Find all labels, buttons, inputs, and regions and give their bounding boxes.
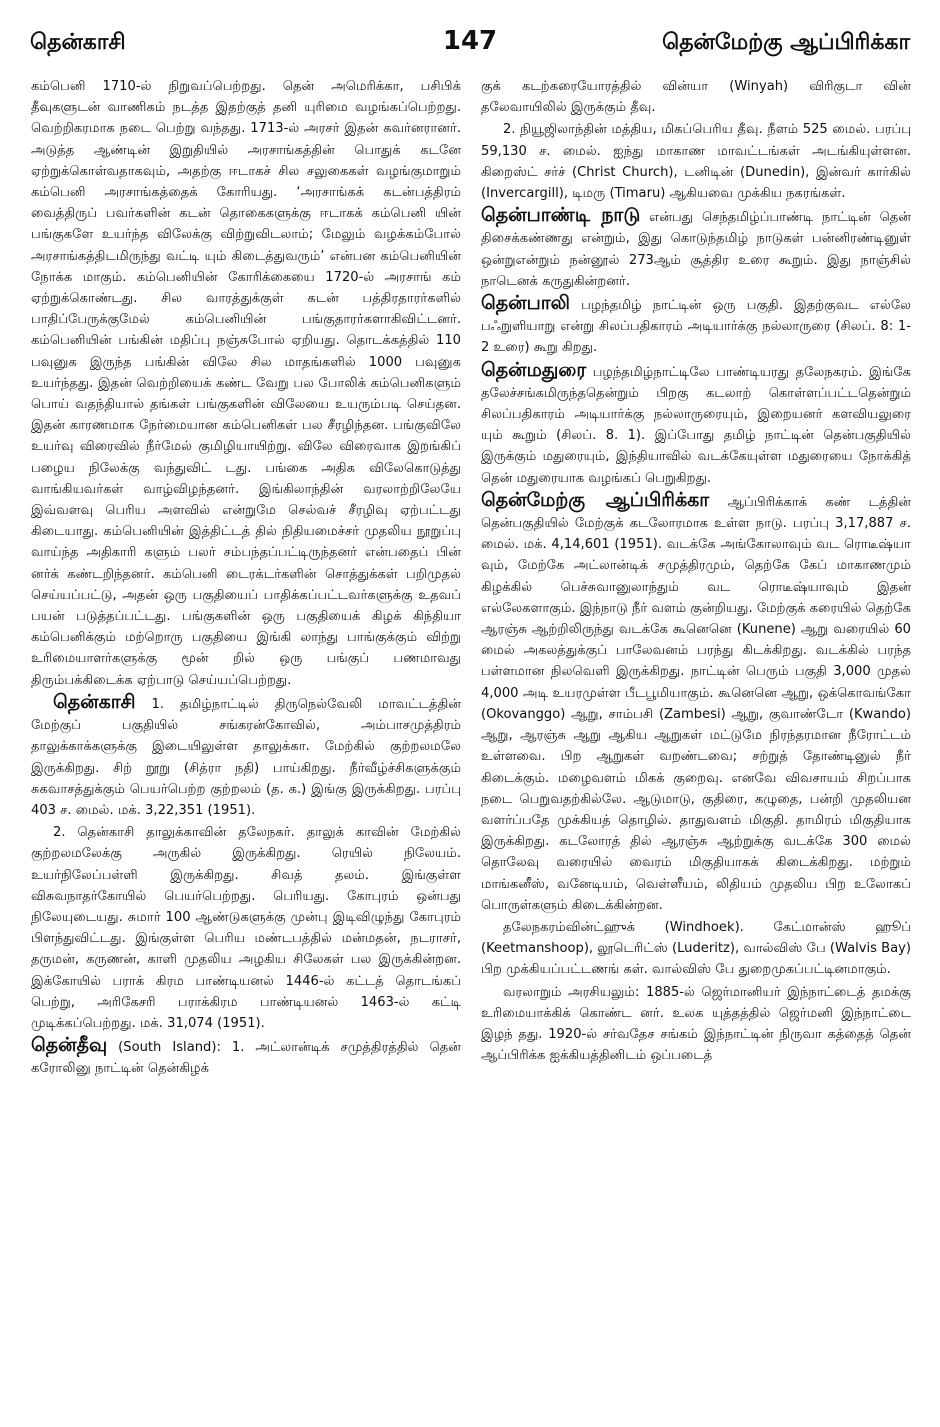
entry-tenkasi-town: 2. தென்காசி தாலுக்காவின் தலேநகர். தாலுக் காவின் மேற்கில் குற்றலமலேக்கு அருகில் இருக்கிறது. ரெயில் நிலேயம். உயர்நிலேப்பள்ளி இருக்கிறது. சிவத் தலம். இங்குள்ள விசுவநாதர்கோயில் பெயர்பெற்றது. பெரியது. கோபுரம் ஒன்பது நிலேயுடையது. சுமார் 100 ஆண்டுகளுக்கு முன்பு இடிவிழுந்து கோபுரம் பிளந்துவிட்டது. இங்குள்ள பெரிய மண்டபத்தில் மன்மதன், நடராசர், தருமன், கருணன், காளி முதலிய அழகிய சிலேகள் பல இருக்கின்றன. இக்கோயில் பராக் கிரம பாண்டியனல் 1446-ல் கட்டத் தொடங்கப் பெற்று, அரிகேசரி பராக்கிரம பாண்டியனல் 1463-ல் கட்டி முடிக்கப்பெற்றது. மக். 31,074 (1951). (31, 825, 461, 1031)
entry-south-west-africa-history: வரலாறும் அரசியலும்: 1885-ல் ஜெர்மானியர் இந்நாட்டைத் தமக்கு உரிமையாக்கிக் கொண்ட னர். உலக யுத்தத்தில் ஜெர்மனி இந்நாட்டை இழந் தது. 1920-ல் சர்வதேச சங்கம் இந்நாட்டின் நிருவா கத்தைத் தென் ஆப்பிரிக்க ஐக்கியத்தினிடம் ஒப்படைத் (481, 984, 911, 1064)
entry-tenpali (481, 293, 911, 359)
entry-south-west-africa (481, 490, 911, 916)
running-head-left: தென்காசி (30, 30, 126, 55)
running-head-right: தென்மேற்கு ஆப்பிரிக்கா (662, 30, 910, 55)
headword-tenpandi-nadu: தென்பாண்டி நாடு (481, 204, 641, 227)
left-column (31, 76, 461, 1421)
entry-tentheevu (31, 1035, 461, 1079)
headword-tentheevu: தென்தீவு (31, 1034, 108, 1057)
entry-body-tenpandi-nadu: என்பது செந்தமிழ்ப்பாண்டி நாட்டின் தென் திசைக்கண்ணது என்றும், இது கொடுந்தமிழ் நாடுகள் பன்னிரண்டினுள் ஒன்றுஎன்றும் நன்னூல் 273ஆம் சூத்திர உரை கூறும். இது நாஞ்சில் நாடெனக் கருதுகின்றனர். (481, 210, 911, 289)
entry-body-south-west-africa: ஆப்பிரிக்காக் கண் டத்தின் தென்பகுதியில் மேற்குக் கடலோரமாக உள்ள நாடு. பரப்பு 3,17,887 ச. மைல். மக். 4,14,601 (1951). வடக்கே அங்கோலாவும் வட ரொடீஷ்யா வும், மேற்கே அட்லான்டிக் சமுத்திரமும், தெற்கே கேப் மாகாணமும் கிழக்கில் பெச்சுவானுலாந்தும் வட ரொடீஷ்யாவும் இதன் எல்லேகளாகும். இந்நாடு நீர் வளம் குன்றியது. மேற்குக் கரையில் தெற்கே ஆரஞ்சு ஆற்றிலிருந்து வடக்கே கூனெனெ (Kunene) ஆறு வரையில் 60 மைல் அகலத்துக்குப் பாலேவனம் பரந்து கிடக்கிறது. வடக்கில் பரந்த பள்ளமான நிலவெளி இருக்கிறது. நாட்டின் பெரும் பகுதி 3,000 முதல் 4,000 அடி உயரமுள்ள பீடபூமியாகும். கூனெனெ ஆறு, ஒக்கொவங்கோ (Okovanggo) ஆறு, சாம்பசி (Zambesi) ஆறு, குவாண்டோ (Kwando) ஆறு, ஆரஞ்சு ஆறு ஆகிய ஆறுகள் மட்டுமே நிரந்தரமான நீரோட்டம் உள்ளவை. பிற ஆறுகள் வறண்டவை; சற்றுத் தோண்டினுல் நீர் கிடைக்கும். மழைவளம் மிகக் குறைவு. எனவே விவசாயம் சிறப்பாக நடை பெறுவதற்கில்லே. ஆடுமாடு, குதிரை, கழுதை, பன்றி முதலியன வளர்ப்பதே முக்கியத் தொழில். தாதுவளம் மிகுதி. தாமிரம் மிகுதியாக இருக்கிறது. கடலோரத் தில் ஆரஞ்சு ஆற்றுக்கு வடக்கே 300 மைல் தொலேவு வரையில் வைரம் மிகுதியாகக் கிடைக்கிறது. மற்றும் மாங்கனீஸ், வனேடியம், வெள்ளீயம், லிதியம் முதலிய பிற உலோகப் பொருள்களும் கிடைக்கின்றன. (481, 494, 911, 913)
headword-tenmadurai: தென்மதுரை (481, 358, 587, 381)
entry-body-tentheevu: (South Island): 1. அட்லான்டிக் சமுத்திரத்தில் தென் கரோலினு நாட்டின் தென்கிழக் (31, 1040, 461, 1077)
entry-body-tenkasi: 1. தமிழ்நாட்டில் திருநெல்வேலி மாவட்டத்தின் மேற்குப் பகுதியில் சங்கரன்கோவில், அம்பாசமுத்திரம் தாலுக்காக்களுக்கு இடையிலுள்ள தாலுக்கா. மேற்கில் குற்றலமலே இருக்கிறது. சிற் றூறு (சித்ரா நதி) பாய்கிறது. நீர்வீழ்ச்சிகளுக்கும் சுகவாசத்துக்கும் பெயர்பெற்ற குற்றலம் (த. க.) இங்கு இருக்கிறது. பரப்பு 403 ச. மைல். மக். 3,22,351 (1951). (31, 696, 461, 818)
entry-tenkasi (31, 692, 461, 821)
page-header (0, 0, 940, 70)
entry-tentheevu-nz: 2. நியூஜிலாந்தின் மத்திய, மிகப்பெரிய தீவு. நீளம் 525 மைல். பரப்பு 59,130 ச. மைல். ஐந்து மாகாண மாவட்டங்கள் அடங்கியுள்ளன. கிறைஸ்ட் சர்ச் (Christ Church), டனிடின் (Dunedin), இன்வர் கார்கில் (Invercargill), டிமரு (Timaru) ஆகியவை முக்கிய நகரங்கள். (481, 122, 911, 202)
page-number: 147 (442, 26, 498, 56)
tentheevu-continuation: குக் கடற்கரையோரத்தில் வின்யா (Winyah) விரிகுடா வின் தலேவாயிலில் இருக்கும் தீவு. (481, 79, 911, 116)
headword-tenpali: தென்பாலி (481, 292, 571, 315)
entry-tenpandi-nadu (481, 205, 911, 292)
south-sea-company-paragraph: கம்பெனி 1710-ல் நிறுவப்பெற்றது. தென் அமெரிக்கா, பசிபிக் தீவுகளுடன் வாணிகம் நடத்த இதற்குத் தனி யுரிமை வழங்கப்பெற்றது. வெற்றிகரமாக நடை பெற்று வந்தது. 1713-ல் அரசர் இதன் கவர்னரானர். அடுத்த ஆண்டின் இறுதியில் அரசாங்கத்தின் பொதுக் கடனே ஏற்றுக்கொள்வதாகவும், அதற்கு ஈடாகச் சில சலுகைகள் வழங்குமாறும் கம்பெனி அரசாங்கத்தைக் கோரியது. ‘அரசாங்கக் கடன்பத்திரம் வைத்திருப் பவர்களின் கடன் தொகைகளுக்கு ஈடாகக் கம்பெனி யின் பங்குகளே உயர்ந்த விலேக்கு விற்றுவிடலாம்; மேலும் வழக்கம்போல் அரசாங்கத்திடமிருந்து வட்டி யும் கிடைத்துவரும்’ என்பன கம்பெனியின் நோக்க மாகும். கம்பெனியின் கோரிக்கையை 1720-ல் அரசாங் கம் ஏற்றுக்கொண்டது. சில வாரத்துக்குள் கடன் பத்திரதாரர்களில் பாதிப்பேருக்குமேல் கம்பெனியின் பங்குதாரர்களாகிவிட்டனர். கம்பெனியின் பங்கின் மதிப்பு நஞ்சுபோல் ஏறியது. தொடக்கத்தில் 110 பவுனுக இருந்த பங்கின் விலே சில மாதங்களில் 1000 பவுனுக உயர்ந்தது. இதன் வெற்றியைக் கண்ட வேறு பல போலிக் கம்பெனிகளும் பொய் வதந்தியால் தங்கள் பங்குகளின் விலேயை உயரும்படி செய்தன. இதன் காரணமாக நேர்மையான கம்பெனிகள் பல சீரழிந்தன. பங்குவிலே உயர்வு விரைவில் நீர்மேல் குமிழியாயிற்று. விலே விரைவாக இறங்கிப் பழைய நிலேக்கு வந்துவிட் டது. பங்கை அதிக விலேகொடுத்து வாங்கியவர்கள் வாழ்விழந்தனர். இங்கிலாந்தின் வரலாற்றிலேயே இவ்வளவு பெரிய அளவில் என்றுமே செல்வச் சீரழிவு ஏற்பட்டது கிடையாது. கம்பெனியின் இத்திட்டத் தில் நிதியமைச்சர் முதலிய நூறுப்பு வாய்ந்த அதிகாரி களும் பலர் சம்பந்தப்பட்டிருந்தனர் என்பதைப் பின் னர்க் கண்டறிந்தனர். கம்பெனி டைரக்டர்களின் சொத்துக்கள் பறிமுதல் செய்யப்பட்டு, அதன் ஒரு பகுதியைப் பாதிக்கப்பட்டவர்களுக்கு உதவப் பயன் படுத்தப்பட்டது. பங்குகளின் ஒரு பகுதியைக் கிழக் கிந்தியா கம்பெனிக்கும் மற்றொரு பகுதியை இங்கி லாந்து பாங்குக்கும் விற்று உரிமையாளர்களுக்கு மூன் றில் ஒரு பங்குப் பணமாவது திரும்பக்கிடைக்க ஏற்பாடு செய்யப்பெற்றது. (31, 79, 461, 688)
headword-tenkasi: தென்காசி (53, 690, 136, 713)
entry-body-tenmadurai: பழந்தமிழ்நாட்டிலே பாண்டியரது தலேநகரம். இங்கே தலேச்சங்கமிருந்ததென்றும் பிறகு கடலாற் கொள்ளப்பட்டதென்றும் சிலப்பதிகாரம் அடியார்க்கு நல்லாருரையும், இறையனர் களவியலுரை யும் கூறும் (சிலப். 8. 1). இப்போது தமிழ் நாட்டின் தென்பகுதியில் இருக்கும் மதுரையும், இந்தியாவில் வடக்கேயுள்ள மதுரையை நோக்கித் தென் மதுரையாக வழங்கப் பெறுகிறது. (481, 364, 911, 486)
entry-body-tenpali: பழந்தமிழ் நாட்டின் ஒரு பகுதி. இதற்குவட எல்லே பஃறுளியாறு என்று சிலப்பதிகாரம் அடியார்க்கு நல்லாருரை (சிலப். 8: 1-2 உரை) கூறு கிறது. (481, 298, 911, 356)
entry-south-west-africa-towns: தலேநகரம்வின்ட்ஹுக் (Windhoek). கேட்மான்ஸ் ஹூப் (Keetmanshoop), லூடெரிட்ஸ் (Luderitz), வால்விஸ் பே (Walvis Bay) பிற முக்கியப்பட்டணங் கள். வால்விஸ் பே துறைமுகப்பட்டினமாகும். (481, 919, 911, 978)
entry-tenmadurai (481, 360, 911, 489)
headword-south-west-africa: தென்மேற்கு ஆப்பிரிக்கா (481, 488, 710, 511)
right-column (481, 76, 911, 1421)
